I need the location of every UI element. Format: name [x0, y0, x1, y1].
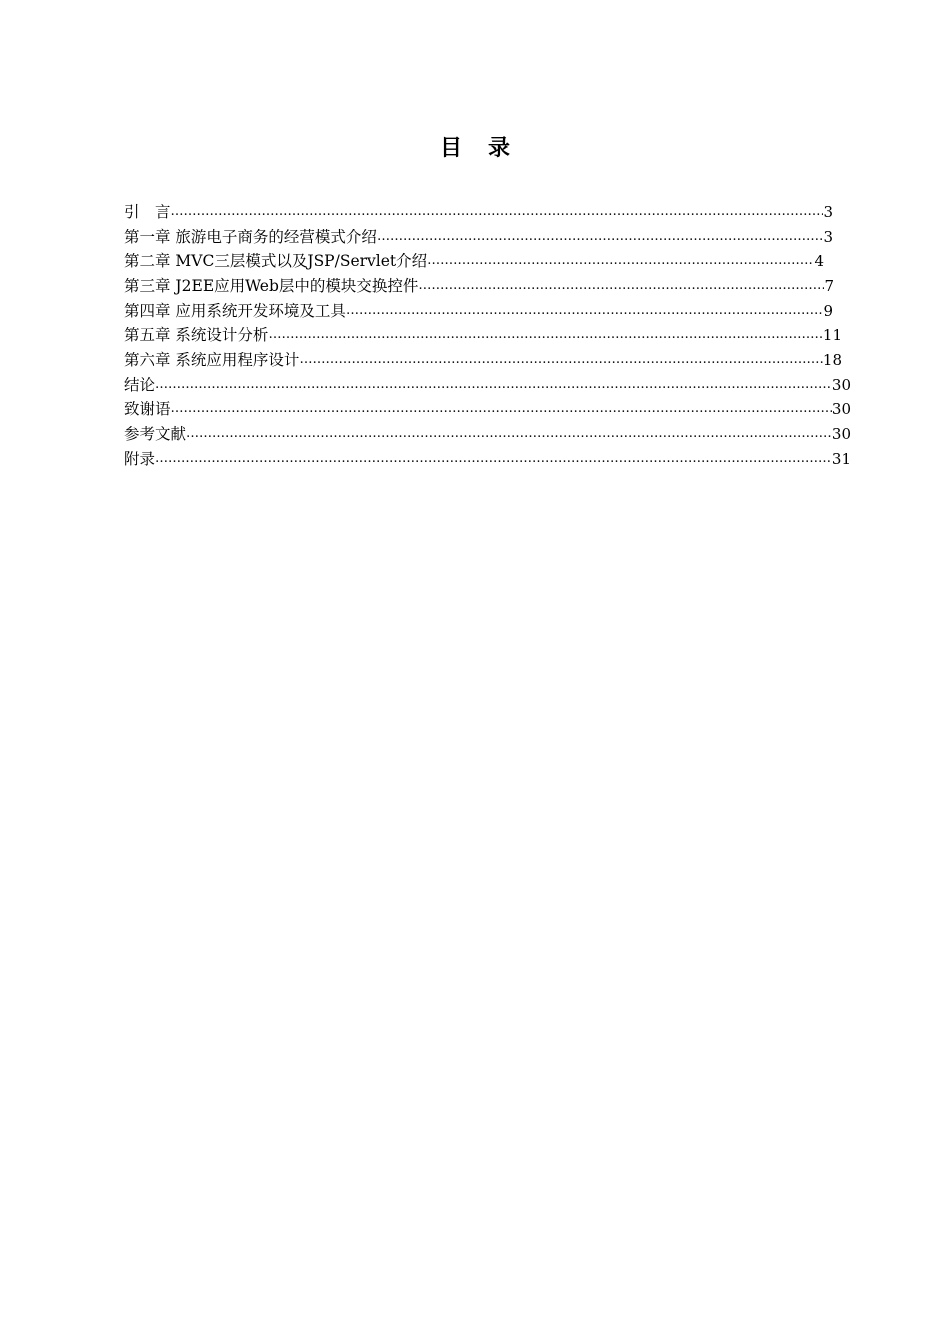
toc-entry-chapter-2[interactable]	[124, 249, 824, 274]
toc-leader-dots	[418, 274, 824, 299]
toc-entry-page-number: 30	[831, 375, 851, 394]
toc-entry-label: 结论	[124, 375, 156, 394]
toc-entry-label: 第四章 应用系统开发环境及工具	[124, 301, 346, 320]
toc-leader-dots	[299, 348, 822, 373]
page-title: 目录	[439, 136, 536, 161]
toc-entry-label: 第五章 系统设计分析	[124, 326, 269, 345]
toc-leader-dots	[171, 200, 824, 225]
toc-entry-chapter-1[interactable]	[124, 225, 833, 250]
toc-entry-references[interactable]	[124, 422, 851, 447]
toc-entry-label: 引 言	[124, 202, 171, 221]
toc-leader-dots	[377, 225, 824, 250]
toc-entry-page-number: 30	[831, 425, 851, 444]
toc-entry-page-number: 3	[823, 202, 833, 221]
toc-entry-chapter-3[interactable]	[124, 274, 834, 299]
toc-leader-dots	[346, 299, 824, 324]
toc-entry-label: 第一章 旅游电子商务的经营模式介绍	[124, 227, 377, 246]
toc-entry-label: 第二章 MVC三层模式以及JSP/Servlet介绍	[124, 252, 428, 271]
toc-leader-dots	[155, 447, 832, 472]
toc-leader-dots	[155, 373, 832, 398]
toc-entry-page-number: 7	[824, 277, 834, 296]
toc-entry-page-number: 30	[831, 400, 851, 419]
toc-leader-dots	[186, 422, 832, 447]
toc-entry-page-number: 31	[831, 449, 851, 468]
toc-leader-dots	[427, 249, 814, 274]
toc-entry-page-number: 4	[814, 252, 824, 271]
toc-entry-chapter-6[interactable]	[124, 348, 842, 373]
toc-entry-conclusion[interactable]	[124, 373, 851, 398]
toc-entry-label: 附录	[124, 449, 156, 468]
toc-entry-introduction[interactable]	[124, 200, 833, 225]
toc-entry-appendix[interactable]	[124, 447, 851, 472]
toc-entry-label: 参考文献	[124, 425, 187, 444]
toc-entry-chapter-5[interactable]	[124, 323, 842, 348]
toc-entry-label: 第六章 系统应用程序设计	[124, 351, 300, 370]
toc-entry-page-number: 3	[823, 227, 833, 246]
toc-entry-page-number: 18	[822, 351, 842, 370]
toc-entry-page-number: 9	[823, 301, 833, 320]
toc-entry-label: 致谢语	[124, 400, 171, 419]
toc-entry-page-number: 11	[822, 326, 842, 345]
toc-leader-dots	[171, 397, 832, 422]
toc-leader-dots	[268, 323, 822, 348]
table-of-contents	[124, 200, 856, 472]
toc-entry-acknowledgements[interactable]	[124, 398, 851, 423]
toc-entry-label: 第三章 J2EE应用Web层中的模块交换控件	[124, 277, 419, 296]
toc-entry-chapter-4[interactable]	[124, 299, 833, 324]
